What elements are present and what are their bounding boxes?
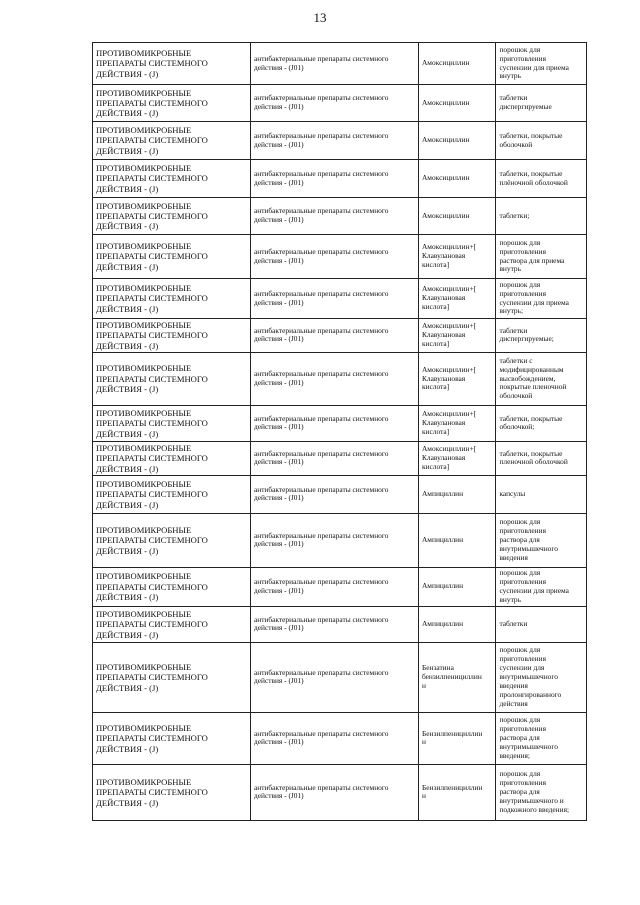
table-row bbox=[93, 279, 587, 319]
therapeutic-subgroup-cell bbox=[250, 606, 418, 642]
table-row bbox=[93, 198, 587, 235]
dosage-form-text: порошок для приготовления раствора для внутримышечного и подкожного введения; bbox=[499, 769, 570, 814]
table-row bbox=[93, 319, 587, 353]
therapeutic-subgroup-text: антибактериальные препараты системного действия - (J01) bbox=[253, 130, 389, 149]
pharmacological-group-cell bbox=[93, 279, 251, 319]
pharmacological-group-cell bbox=[93, 513, 251, 567]
table-row bbox=[93, 160, 587, 198]
dosage-form-text: порошок для приготовления раствора для внутримышечного введения bbox=[499, 517, 558, 562]
drug-name-text: Ампициллин bbox=[421, 488, 464, 498]
therapeutic-subgroup-text: антибактериальные препараты системного действия - (J01) bbox=[253, 288, 389, 307]
dosage-form-text: таблетки, покрытые плёночной оболочкой bbox=[499, 168, 568, 187]
pharmacological-group-cell bbox=[93, 85, 251, 122]
dosage-form-text: таблетки с модифицированным высвобождением, покрытые пленочной оболочкой bbox=[499, 355, 567, 401]
pharmacological-group-cell bbox=[93, 319, 251, 353]
drug-name-text: Амоксициллин bbox=[421, 97, 470, 107]
drug-name-cell bbox=[418, 43, 495, 85]
therapeutic-subgroup-cell bbox=[250, 319, 418, 353]
dosage-form-text: капсулы bbox=[499, 488, 526, 498]
pharmacological-group-text: ПРОТИВОМИКРОБНЫЕ ПРЕПАРАТЫ СИСТЕМНОГО ДЕЙСТВИЯ - (J) bbox=[96, 442, 208, 474]
dosage-form-cell bbox=[496, 122, 587, 160]
therapeutic-subgroup-cell bbox=[250, 160, 418, 198]
drug-name-cell bbox=[418, 279, 495, 319]
pharmacological-group-text: ПРОТИВОМИКРОБНЫЕ ПРЕПАРАТЫ СИСТЕМНОГО ДЕЙСТВИЯ - (J) bbox=[96, 661, 208, 693]
drug-name-cell bbox=[418, 235, 495, 279]
therapeutic-subgroup-text: антибактериальные препараты системного действия - (J01) bbox=[253, 577, 389, 595]
therapeutic-subgroup-cell bbox=[250, 352, 418, 405]
table-row bbox=[93, 764, 587, 820]
table-body bbox=[93, 43, 587, 821]
dosage-form-cell bbox=[496, 43, 587, 85]
therapeutic-subgroup-text: антибактериальные препараты системного действия - (J01) bbox=[253, 484, 389, 503]
dosage-form-cell bbox=[496, 606, 587, 642]
therapeutic-subgroup-cell bbox=[250, 43, 418, 85]
therapeutic-subgroup-text: антибактериальные препараты системного действия - (J01) bbox=[253, 782, 389, 801]
drug-name-cell bbox=[418, 85, 495, 122]
therapeutic-subgroup-cell bbox=[250, 567, 418, 606]
therapeutic-subgroup-cell bbox=[250, 405, 418, 441]
drug-name-cell bbox=[418, 764, 495, 820]
pharmacological-group-text: ПРОТИВОМИКРОБНЫЕ ПРЕПАРАТЫ СИСТЕМНОГО ДЕЙСТВИЯ - (J) bbox=[96, 363, 208, 395]
dosage-form-cell bbox=[496, 513, 587, 567]
drug-name-text: Бензилпенициллин н bbox=[421, 728, 483, 747]
drug-name-cell bbox=[418, 475, 495, 513]
therapeutic-subgroup-cell bbox=[250, 198, 418, 235]
dosage-form-text: порошок для приготовления раствора для внутримышечного введения; bbox=[499, 715, 558, 760]
drug-name-cell bbox=[418, 712, 495, 764]
therapeutic-subgroup-cell bbox=[250, 279, 418, 319]
drug-name-cell bbox=[418, 122, 495, 160]
drug-name-cell bbox=[418, 441, 495, 475]
dosage-form-cell bbox=[496, 764, 587, 820]
drug-name-text: Амоксициллин+[ Клавулановая кислота] bbox=[421, 409, 477, 436]
pharmacological-group-text: ПРОТИВОМИКРОБНЫЕ ПРЕПАРАТЫ СИСТЕМНОГО ДЕЙСТВИЯ - (J) bbox=[96, 87, 208, 119]
therapeutic-subgroup-text: антибактериальные препараты системного действия - (J01) bbox=[253, 168, 389, 187]
drug-name-cell bbox=[418, 567, 495, 606]
dosage-form-cell bbox=[496, 85, 587, 122]
dosage-form-text: порошок для приготовления суспензии для приема внутрь bbox=[499, 44, 569, 81]
dosage-form-cell bbox=[496, 235, 587, 279]
drug-name-text: Амоксициллин bbox=[421, 173, 470, 183]
table-row bbox=[93, 606, 587, 642]
pharmacological-group-text: ПРОТИВОМИКРОБНЫЕ ПРЕПАРАТЫ СИСТЕМНОГО ДЕЙСТВИЯ - (J) bbox=[96, 283, 208, 314]
therapeutic-subgroup-cell bbox=[250, 122, 418, 160]
dosage-form-cell bbox=[496, 352, 587, 405]
table-row bbox=[93, 235, 587, 279]
drug-name-cell bbox=[418, 405, 495, 441]
therapeutic-subgroup-cell bbox=[250, 441, 418, 475]
therapeutic-subgroup-cell bbox=[250, 513, 418, 567]
pharmacological-group-text: ПРОТИВОМИКРОБНЫЕ ПРЕПАРАТЫ СИСТЕМНОГО ДЕЙСТВИЯ - (J) bbox=[96, 478, 208, 510]
table-row bbox=[93, 712, 587, 764]
drug-name-text: Амоксициллин bbox=[421, 135, 470, 145]
drug-name-cell bbox=[418, 513, 495, 567]
pharmacological-group-text: ПРОТИВОМИКРОБНЫЕ ПРЕПАРАТЫ СИСТЕМНОГО ДЕЙСТВИЯ - (J) bbox=[96, 407, 208, 439]
table-row bbox=[93, 352, 587, 405]
drug-name-text: Амоксициллин+[ Клавулановая кислота] bbox=[421, 284, 477, 311]
table-row bbox=[93, 475, 587, 513]
therapeutic-subgroup-text: антибактериальные препараты системного действия - (J01) bbox=[253, 369, 389, 387]
dosage-form-cell bbox=[496, 642, 587, 712]
drug-name-text: Амоксициллин+[ Клавулановая кислота] bbox=[421, 444, 477, 471]
dosage-form-text: таблетки, покрытые оболочкой bbox=[499, 130, 563, 149]
pharmacological-group-text: ПРОТИВОМИКРОБНЫЕ ПРЕПАРАТЫ СИСТЕМНОГО ДЕЙСТВИЯ - (J) bbox=[96, 608, 208, 640]
table-row bbox=[93, 567, 587, 606]
pharmacological-group-cell bbox=[93, 43, 251, 85]
therapeutic-subgroup-text: антибактериальные препараты системного действия - (J01) bbox=[253, 728, 389, 747]
table-row bbox=[93, 85, 587, 122]
pharmacological-group-text: ПРОТИВОМИКРОБНЫЕ ПРЕПАРАТЫ СИСТЕМНОГО ДЕЙСТВИЯ - (J) bbox=[96, 524, 208, 556]
therapeutic-subgroup-text: антибактериальные препараты системного действия - (J01) bbox=[253, 93, 389, 111]
therapeutic-subgroup-text: антибактериальные препараты системного действия - (J01) bbox=[253, 53, 389, 72]
table-row bbox=[93, 441, 587, 475]
drug-name-text: Амоксициллин+[ Клавулановая кислота] bbox=[421, 321, 477, 348]
drug-table bbox=[92, 42, 587, 821]
drug-name-cell bbox=[418, 319, 495, 353]
therapeutic-subgroup-cell bbox=[250, 764, 418, 820]
pharmacological-group-cell bbox=[93, 235, 251, 279]
dosage-form-cell bbox=[496, 475, 587, 513]
dosage-form-text: порошок для приготовления раствора для приема внутрь bbox=[499, 237, 565, 274]
dosage-form-cell bbox=[496, 712, 587, 764]
pharmacological-group-cell bbox=[93, 475, 251, 513]
drug-name-text: Амоксициллин bbox=[421, 210, 470, 220]
pharmacological-group-text: ПРОТИВОМИКРОБНЫЕ ПРЕПАРАТЫ СИСТЕМНОГО ДЕЙСТВИЯ - (J) bbox=[96, 320, 208, 351]
dosage-form-text: таблетки, покрытые оболочкой; bbox=[499, 413, 563, 432]
drug-name-text: Амоксициллин+[ Клавулановая кислота] bbox=[421, 242, 477, 269]
dosage-form-cell bbox=[496, 319, 587, 353]
drug-name-text: Амоксициллин+[ Клавулановая кислота] bbox=[421, 364, 477, 392]
dosage-form-text: порошок для приготовления суспензии для внутримышечного введения пролонгированного действия bbox=[499, 645, 562, 708]
dosage-form-cell bbox=[496, 198, 587, 235]
drug-name-cell bbox=[418, 160, 495, 198]
therapeutic-subgroup-cell bbox=[250, 85, 418, 122]
pharmacological-group-text: ПРОТИВОМИКРОБНЫЕ ПРЕПАРАТЫ СИСТЕМНОГО ДЕЙСТВИЯ - (J) bbox=[96, 163, 208, 194]
therapeutic-subgroup-text: антибактериальные препараты системного действия - (J01) bbox=[253, 448, 389, 467]
pharmacological-group-cell bbox=[93, 606, 251, 642]
therapeutic-subgroup-text: антибактериальные препараты системного действия - (J01) bbox=[253, 325, 389, 344]
dosage-form-cell bbox=[496, 160, 587, 198]
dosage-form-text: таблетки, покрытые пленочной оболочкой bbox=[499, 448, 568, 467]
drug-name-text: Бензатина бензилпенициллин н bbox=[421, 663, 482, 690]
pharmacological-group-cell bbox=[93, 405, 251, 441]
therapeutic-subgroup-cell bbox=[250, 475, 418, 513]
dosage-form-text: таблетки диспергируемые; bbox=[499, 325, 554, 344]
dosage-form-cell bbox=[496, 405, 587, 441]
dosage-form-text: порошок для приготовления суспензии для приема внутрь bbox=[499, 568, 569, 604]
table-row bbox=[93, 513, 587, 567]
pharmacological-group-cell bbox=[93, 764, 251, 820]
page-number: 13 bbox=[313, 10, 327, 25]
pharmacological-group-text: ПРОТИВОМИКРОБНЫЕ ПРЕПАРАТЫ СИСТЕМНОГО ДЕЙСТВИЯ - (J) bbox=[96, 200, 208, 232]
drug-name-cell bbox=[418, 198, 495, 235]
pharmacological-group-text: ПРОТИВОМИКРОБНЫЕ ПРЕПАРАТЫ СИСТЕМНОГО ДЕЙСТВИЯ - (J) bbox=[96, 571, 208, 603]
drug-name-cell bbox=[418, 642, 495, 712]
dosage-form-text: порошок для приготовления суспензии для приема внутрь; bbox=[499, 279, 569, 316]
table-row bbox=[93, 405, 587, 441]
drug-name-text: Ампициллин bbox=[421, 618, 464, 628]
therapeutic-subgroup-cell bbox=[250, 642, 418, 712]
pharmacological-group-text: ПРОТИВОМИКРОБНЫЕ ПРЕПАРАТЫ СИСТЕМНОГО ДЕЙСТВИЯ - (J) bbox=[96, 776, 208, 808]
table-row bbox=[93, 122, 587, 160]
pharmacological-group-cell bbox=[93, 567, 251, 606]
dosage-form-text: таблетки диспергируемые bbox=[499, 93, 552, 111]
pharmacological-group-cell bbox=[93, 198, 251, 235]
pharmacological-group-text: ПРОТИВОМИКРОБНЫЕ ПРЕПАРАТЫ СИСТЕМНОГО ДЕЙСТВИЯ - (J) bbox=[96, 48, 208, 79]
therapeutic-subgroup-text: антибактериальные препараты системного действия - (J01) bbox=[253, 530, 389, 549]
therapeutic-subgroup-text: антибактериальные препараты системного действия - (J01) bbox=[253, 667, 389, 686]
pharmacological-group-cell bbox=[93, 712, 251, 764]
therapeutic-subgroup-text: антибактериальные препараты системного действия - (J01) bbox=[253, 206, 389, 224]
therapeutic-subgroup-text: антибактериальные препараты системного действия - (J01) bbox=[253, 614, 389, 633]
pharmacological-group-text: ПРОТИВОМИКРОБНЫЕ ПРЕПАРАТЫ СИСТЕМНОГО ДЕЙСТВИЯ - (J) bbox=[96, 125, 208, 156]
table-row bbox=[93, 43, 587, 85]
dosage-form-text: таблетки; bbox=[499, 210, 530, 220]
pharmacological-group-cell bbox=[93, 642, 251, 712]
pharmacological-group-cell bbox=[93, 352, 251, 405]
drug-name-text: Ампициллин bbox=[421, 581, 464, 591]
therapeutic-subgroup-text: антибактериальные препараты системного действия - (J01) bbox=[253, 246, 389, 265]
therapeutic-subgroup-cell bbox=[250, 235, 418, 279]
drug-name-cell bbox=[418, 352, 495, 405]
pharmacological-group-cell bbox=[93, 122, 251, 160]
pharmacological-group-cell bbox=[93, 441, 251, 475]
drug-name-text: Ампициллин bbox=[421, 534, 464, 544]
drug-name-text: Амоксициллин bbox=[421, 58, 470, 68]
therapeutic-subgroup-cell bbox=[250, 712, 418, 764]
drug-name-cell bbox=[418, 606, 495, 642]
dosage-form-cell bbox=[496, 279, 587, 319]
pharmacological-group-text: ПРОТИВОМИКРОБНЫЕ ПРЕПАРАТЫ СИСТЕМНОГО ДЕЙСТВИЯ - (J) bbox=[96, 241, 208, 272]
dosage-form-cell bbox=[496, 567, 587, 606]
dosage-form-cell bbox=[496, 441, 587, 475]
pharmacological-group-text: ПРОТИВОМИКРОБНЫЕ ПРЕПАРАТЫ СИСТЕМНОГО ДЕЙСТВИЯ - (J) bbox=[96, 722, 208, 754]
therapeutic-subgroup-text: антибактериальные препараты системного действия - (J01) bbox=[253, 413, 389, 432]
drug-name-text: Бензилпенициллин н bbox=[421, 782, 483, 801]
table-row bbox=[93, 642, 587, 712]
dosage-form-text: таблетки bbox=[499, 618, 528, 628]
pharmacological-group-cell bbox=[93, 160, 251, 198]
